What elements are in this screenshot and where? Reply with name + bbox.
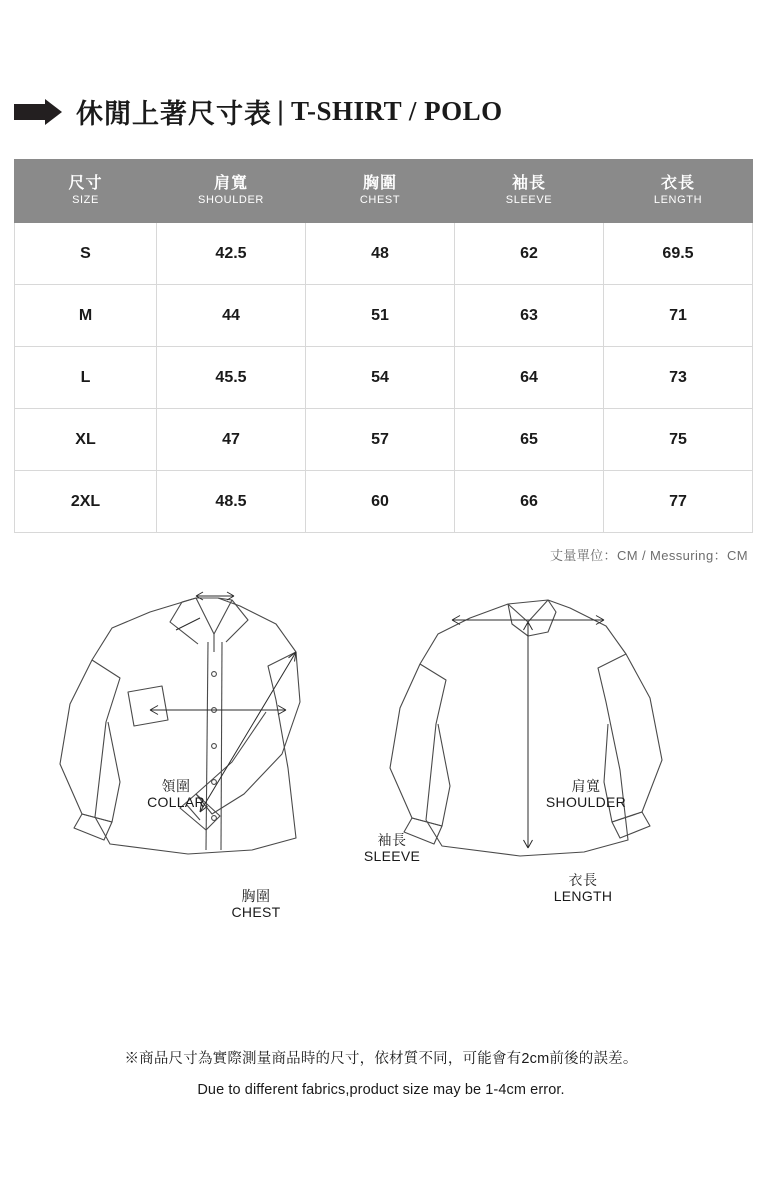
cell-length: 71 xyxy=(604,285,753,347)
cell-length: 77 xyxy=(604,471,753,533)
cell-shoulder: 48.5 xyxy=(157,471,306,533)
label-sleeve-en: SLEEVE xyxy=(363,848,421,865)
cell-size: S xyxy=(15,223,157,285)
cell-chest: 48 xyxy=(306,223,455,285)
cell-chest: 51 xyxy=(306,285,455,347)
column-header-length-cn: 衣長 xyxy=(660,174,695,192)
cell-chest: 57 xyxy=(306,409,455,471)
table-row xyxy=(15,285,753,347)
title-english: T-SHIRT / POLO xyxy=(291,96,503,126)
cell-size: 2XL xyxy=(15,471,157,533)
table-row xyxy=(15,409,753,471)
size-table xyxy=(14,159,753,533)
table-header xyxy=(15,160,753,223)
cell-shoulder: 45.5 xyxy=(157,347,306,409)
column-header-sleeve-cn: 袖長 xyxy=(511,174,546,192)
label-collar-en: COLLAR xyxy=(147,794,205,811)
cell-shoulder: 44 xyxy=(157,285,306,347)
table-header-row xyxy=(15,160,753,223)
cell-length: 69.5 xyxy=(604,223,753,285)
cell-size: M xyxy=(15,285,157,347)
cell-size: L xyxy=(15,347,157,409)
table-row xyxy=(15,471,753,533)
page-title xyxy=(14,92,762,131)
column-header-length-en: LENGTH xyxy=(653,194,703,207)
column-header-sleeve xyxy=(455,160,604,223)
column-header-chest-cn: 胸圍 xyxy=(362,174,397,192)
footnotes xyxy=(0,1047,762,1098)
column-header-shoulder-en: SHOULDER xyxy=(198,194,264,207)
cell-sleeve: 65 xyxy=(455,409,604,471)
label-length xyxy=(540,872,626,904)
column-header-chest xyxy=(306,160,455,223)
column-header-chest-en: CHEST xyxy=(359,194,401,207)
cell-length: 73 xyxy=(604,347,753,409)
label-chest-cn: 胸圍 xyxy=(241,888,271,904)
column-header-shoulder-cn: 肩寬 xyxy=(213,174,248,192)
footnote-english: Due to different fabrics,product size may be 1-4cm error. xyxy=(197,1082,565,1098)
table-body xyxy=(15,223,753,533)
column-header-size xyxy=(15,160,157,223)
table-row xyxy=(15,223,753,285)
footnote-chinese: ※商品尺寸為實際測量商品時的尺寸，依材質不同，可能會有2cm前後的誤差。 xyxy=(124,1051,638,1067)
label-shoulder xyxy=(536,778,636,810)
label-collar-cn: 領圍 xyxy=(161,778,191,794)
column-header-size-cn: 尺寸 xyxy=(68,174,103,192)
cell-sleeve: 63 xyxy=(455,285,604,347)
label-collar xyxy=(130,778,222,810)
cell-size: XL xyxy=(15,409,157,471)
label-length-en: LENGTH xyxy=(553,888,613,905)
label-shoulder-cn: 肩寬 xyxy=(571,778,601,794)
cell-shoulder: 42.5 xyxy=(157,223,306,285)
label-chest-en: CHEST xyxy=(231,904,281,921)
label-length-cn: 衣長 xyxy=(568,872,598,888)
table-row xyxy=(15,347,753,409)
cell-shoulder: 47 xyxy=(157,409,306,471)
cell-chest: 54 xyxy=(306,347,455,409)
label-shoulder-en: SHOULDER xyxy=(545,794,627,811)
arrow-marker-icon xyxy=(14,99,62,125)
label-chest xyxy=(210,888,302,920)
measuring-unit-note: 丈量單位：CM / Messuring：CM xyxy=(549,548,748,563)
label-sleeve-cn: 袖長 xyxy=(377,832,407,848)
cell-sleeve: 64 xyxy=(455,347,604,409)
column-header-shoulder xyxy=(157,160,306,223)
cell-sleeve: 62 xyxy=(455,223,604,285)
title-separator: | xyxy=(277,96,285,126)
cell-length: 75 xyxy=(604,409,753,471)
cell-sleeve: 66 xyxy=(455,471,604,533)
title-chinese: 休閒上著尺寸表 xyxy=(76,99,272,129)
column-header-sleeve-en: SLEEVE xyxy=(505,194,553,207)
label-sleeve xyxy=(352,832,432,864)
column-header-size-en: SIZE xyxy=(72,194,99,207)
column-header-length xyxy=(604,160,753,223)
cell-chest: 60 xyxy=(306,471,455,533)
